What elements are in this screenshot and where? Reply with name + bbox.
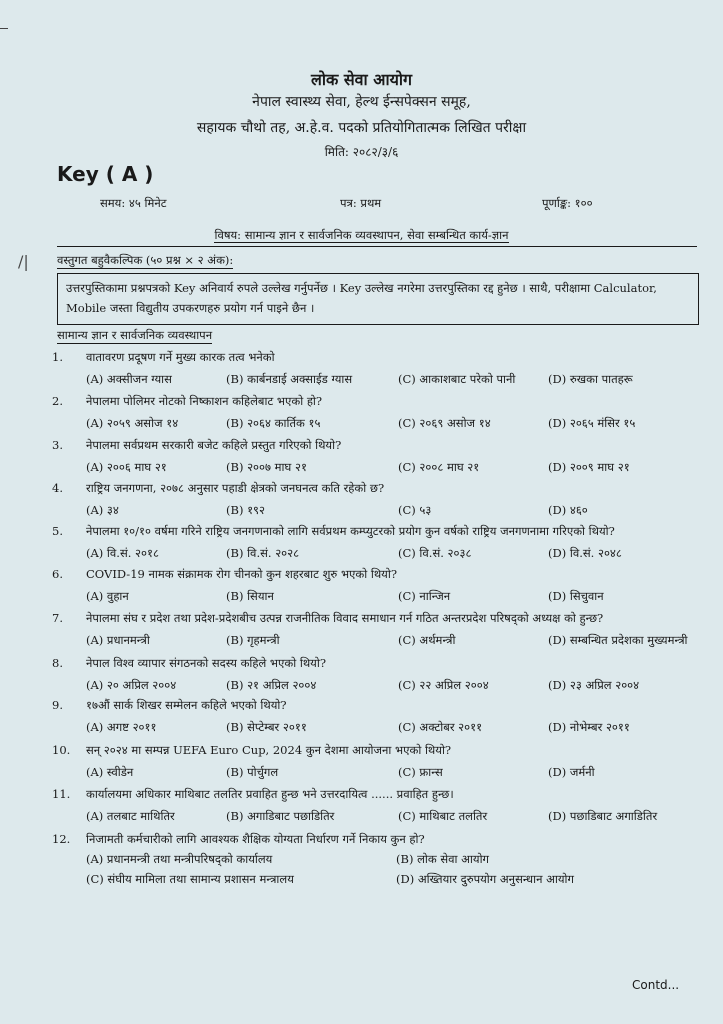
option-c: (C) वि.सं. २०३८: [398, 546, 472, 560]
option-c: (C) नान्जिन: [398, 589, 451, 603]
divider: [57, 246, 697, 247]
option-d: (D) २००९ माघ २१: [548, 460, 630, 474]
subject-text: विषय: सामान्य ज्ञान र सार्वजनिक व्यवस्थापन, सेवा सम्बन्धित कार्य-ज्ञान: [214, 228, 509, 242]
option-c: (C) फ्रान्स: [398, 765, 443, 779]
option-d: (D) ४६०: [548, 503, 588, 517]
question-text: नेपालमा पोलिमर नोटको निष्काशन कहिलेबाट भएको हो?: [86, 394, 323, 408]
option-c: (C) अर्थमन्त्री: [398, 633, 456, 647]
instructions-box: उत्तरपुस्तिकामा प्रश्नपत्रको Key अनिवार्य रुपले उल्लेख गर्नुपर्नेछ । Key उल्लेख नगरेमा उत्तरपुस्तिका रद्द हुनेछ । साथै, परीक्षामा Calculator, Mobile जस्ता विद्युतीय उपकरणहरु प्रयोग गर्न पाइने छैन ।: [57, 273, 699, 325]
question-number: 8.: [52, 656, 63, 670]
option-a: (A) प्रधानमन्त्री: [86, 633, 150, 647]
option-a: (A) २०५९ असोज १४: [86, 416, 179, 430]
question-text: नेपालमा सर्वप्रथम सरकारी बजेट कहिले प्रस्तुत गरिएको थियो?: [86, 438, 342, 452]
question-number: 12.: [52, 832, 71, 846]
question-text: सन् २०२४ मा सम्पन्न UEFA Euro Cup, 2024 कुन देशमा आयोजना भएको थियो?: [86, 743, 452, 757]
time-info: समय: ४५ मिनेट: [100, 196, 167, 210]
org-title: लोक सेवा आयोग: [310, 70, 413, 89]
question-number: 1.: [52, 350, 63, 364]
option-a: (A) २० अप्रिल २००४: [86, 678, 177, 692]
continued-label: Contd...: [632, 978, 680, 992]
edge-mark: [0, 28, 8, 29]
question-number: 5.: [52, 524, 63, 538]
option-c: (C) २००८ माघ २१: [398, 460, 480, 474]
question-number: 11.: [52, 787, 71, 801]
option-d: (D) सिचुवान: [548, 589, 604, 603]
question-number: 6.: [52, 567, 63, 581]
section-heading-objective: वस्तुगत बहुवैकल्पिक (५० प्रश्न × २ अंक):: [57, 253, 234, 267]
question-number: 4.: [52, 481, 63, 495]
option-a: (A) स्वीडेन: [86, 765, 134, 779]
option-c: (C) संघीय मामिला तथा सामान्य प्रशासन मन्त्रालय: [86, 872, 294, 886]
question-text: COVID-19 नामक संक्रामक रोग चीनको कुन शहरबाट शुरु भएको थियो?: [86, 567, 397, 581]
option-a: (A) वि.सं. २०१८: [86, 546, 159, 560]
option-d: (D) नोभेम्बर २०११: [548, 720, 630, 734]
option-d: (D) जर्मनी: [548, 765, 595, 779]
option-b: (B) १९२: [226, 503, 266, 517]
option-b: (B) वि.सं. २०२८: [226, 546, 300, 560]
question-text: नेपालमा संघ र प्रदेश तथा प्रदेश-प्रदेशबीच उत्पन्न राजनीतिक विवाद समाधान गर्न गठित अन्तरप्रदेश परिषद्को अध्यक्ष को हुन्छ?: [86, 611, 604, 625]
question-number: 2.: [52, 394, 63, 408]
option-c: (C) आकाशबाट परेको पानी: [398, 372, 516, 386]
option-b: (B) अगाडिबाट पछाडितिर: [226, 809, 335, 823]
option-a: (A) ३४: [86, 503, 119, 517]
question-number: 10.: [52, 743, 71, 757]
option-a: (A) अगष्ट २०११: [86, 720, 157, 734]
option-b: (B) २०६४ कार्तिक १५: [226, 416, 321, 430]
question-number: 7.: [52, 611, 63, 625]
option-d: (D) २३ अप्रिल २००४: [548, 678, 640, 692]
option-d: (D) अख्तियार दुरुपयोग अनुसन्धान आयोग: [396, 872, 574, 886]
option-b: (B) २००७ माघ २१: [226, 460, 307, 474]
option-b: (B) सियान: [226, 589, 274, 603]
question-text: कार्यालयमा अधिकार माथिबाट तलतिर प्रवाहित हुन्छ भने उत्तरदायित्व ...... प्रवाहित हुन्छ।: [86, 787, 454, 801]
option-b: (B) कार्बनडाई अक्साईड ग्यास: [226, 372, 353, 386]
question-text: वातावरण प्रदूषण गर्ने मुख्य कारक तत्व भनेको: [86, 350, 275, 364]
option-d: (D) वि.सं. २०४८: [548, 546, 622, 560]
option-c: (C) ५३: [398, 503, 432, 517]
question-number: 3.: [52, 438, 63, 452]
option-c: (C) माथिबाट तलतिर: [398, 809, 488, 823]
option-d: (D) पछाडिबाट अगाडितिर: [548, 809, 658, 823]
option-a: (A) अक्सीजन ग्यास: [86, 372, 172, 386]
option-b: (B) पोर्चुगल: [226, 765, 279, 779]
paper-info: पत्र: प्रथम: [340, 196, 382, 210]
question-text: नेपाल विश्व व्यापार संगठनको सदस्य कहिले भएको थियो?: [86, 656, 326, 670]
question-text: राष्ट्रिय जनगणना, २०७८ अनुसार पहाडी क्षेत्रको जनघनत्व कति रहेको छ?: [86, 481, 385, 495]
option-a: (A) प्रधानमन्त्री तथा मन्त्रीपरिषद्को कार्यालय: [86, 852, 273, 866]
question-text: नेपालमा १०/१० वर्षमा गरिने राष्ट्रिय जनगणनाको लागि सर्वप्रथम कम्प्युटरको प्रयोग कुन वर्षको राष्ट्रिय जनगणनामा गरिएको थियो?: [86, 524, 615, 538]
exam-line: सहायक चौथो तह, अ.हे.व. पदको प्रतियोगितात्मक लिखित परीक्षा: [196, 120, 527, 136]
exam-date: मिति: २०८२/३/६: [324, 145, 399, 159]
option-c: (C) २०६९ असोज १४: [398, 416, 491, 430]
option-a: (A) २००६ माघ २१: [86, 460, 167, 474]
full-marks: पूर्णाङ्क: १००: [542, 196, 593, 210]
option-d: (D) रुखका पातहरू: [548, 372, 633, 386]
subject-line: [0, 228, 723, 243]
key-label: Key ( A ): [57, 162, 154, 186]
option-b: (B) लोक सेवा आयोग: [396, 852, 490, 866]
option-b: (B) सेप्टेम्बर २०११: [226, 720, 307, 734]
option-d: (D) सम्बन्धित प्रदेशका मुख्यमन्त्री: [548, 633, 688, 647]
section-heading-gk: सामान्य ज्ञान र सार्वजनिक व्यवस्थापन: [57, 328, 213, 342]
question-text: १७औं सार्क शिखर सम्मेलन कहिले भएको थियो?: [86, 698, 287, 712]
option-b: (B) २१ अप्रिल २००४: [226, 678, 317, 692]
pen-mark: /|: [18, 252, 29, 271]
option-b: (B) गृहमन्त्री: [226, 633, 280, 647]
option-a: (A) वुहान: [86, 589, 129, 603]
option-d: (D) २०६५ मंसिर १५: [548, 416, 636, 430]
option-a: (A) तलबाट माथितिर: [86, 809, 175, 823]
question-text: निजामती कर्मचारीको लागि आवश्यक शैक्षिक योग्यता निर्धारण गर्ने निकाय कुन हो?: [86, 832, 425, 846]
service-line: नेपाल स्वास्थ्य सेवा, हेल्थ ईन्सपेक्सन समूह,: [252, 94, 471, 110]
option-c: (C) अक्टोबर २०११: [398, 720, 483, 734]
option-c: (C) २२ अप्रिल २००४: [398, 678, 489, 692]
question-number: 9.: [52, 698, 63, 712]
